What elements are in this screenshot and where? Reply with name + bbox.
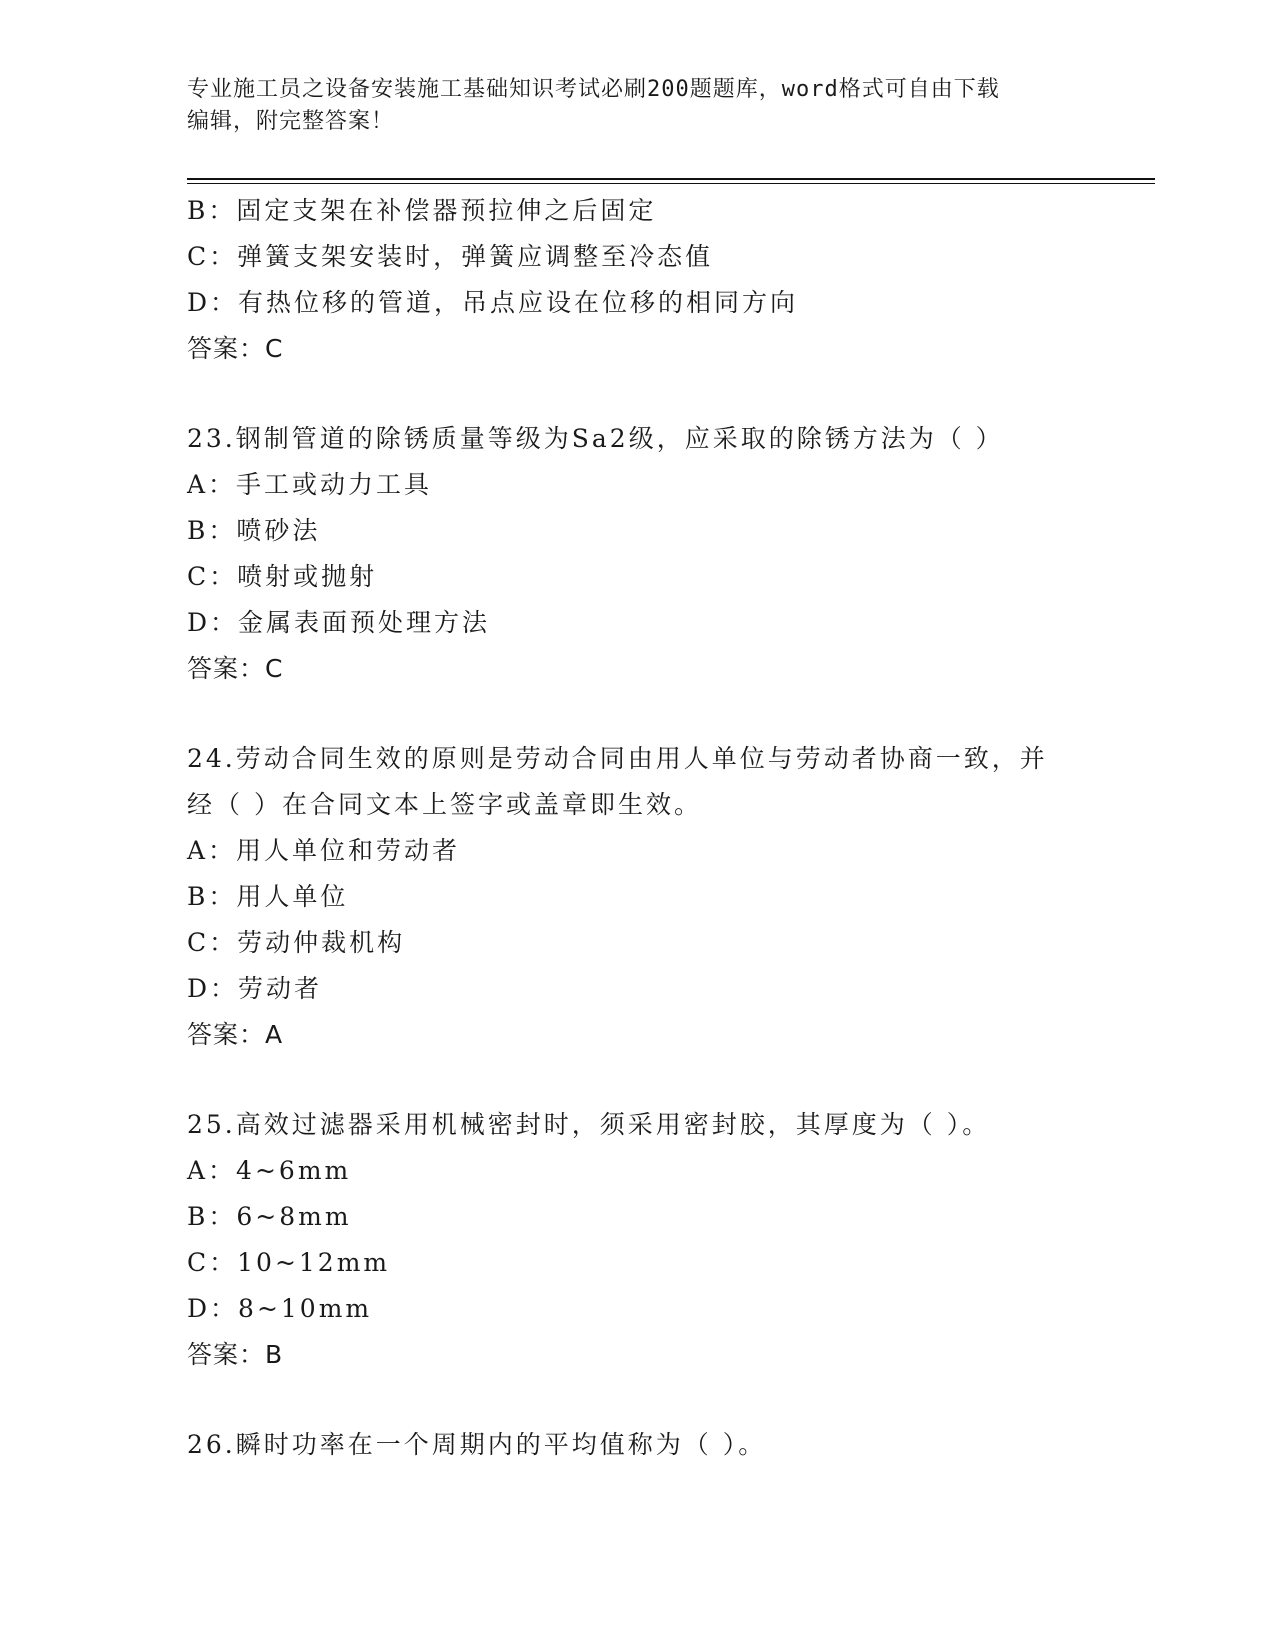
option-c: C：弹簧支架安装时，弹簧应调整至冷态值 <box>187 242 714 271</box>
option-b: B：喷砂法 <box>187 516 321 545</box>
option-c: C：劳动仲裁机构 <box>187 928 406 957</box>
question-24 <box>187 736 1147 1058</box>
question-stem: 23.钢制管道的除锈质量等级为Sa2级，应采取的除锈方法为（ ） <box>187 424 1004 453</box>
question-stem-line-1: 24.劳动合同生效的原则是劳动合同由用人单位与劳动者协商一致，并 <box>187 744 1048 773</box>
option-d: D：有热位移的管道，吊点应设在位移的相同方向 <box>187 288 799 317</box>
header-divider-thin <box>187 183 1155 184</box>
option-c: C：喷射或抛射 <box>187 562 378 591</box>
question-25 <box>187 1102 1147 1378</box>
answer: 答案：C <box>187 334 284 363</box>
option-b: B：6~8mm <box>187 1202 352 1231</box>
option-a: A：手工或动力工具 <box>187 470 433 499</box>
option-a: A：4~6mm <box>187 1156 352 1185</box>
question-list <box>187 188 1147 1468</box>
question-22 <box>187 188 1147 372</box>
answer: 答案：B <box>187 1340 284 1369</box>
question-stem: 26.瞬时功率在一个周期内的平均值称为（ ）。 <box>187 1430 767 1459</box>
option-c: C：10~12mm <box>187 1248 391 1277</box>
question-stem-line-2: 经（ ）在合同文本上签字或盖章即生效。 <box>187 790 702 819</box>
option-d: D：金属表面预处理方法 <box>187 608 491 637</box>
option-d: D：8~10mm <box>187 1294 373 1323</box>
spacer <box>187 692 1147 736</box>
option-d: D：劳动者 <box>187 974 323 1003</box>
header-title-line-1: 专业施工员之设备安装施工基础知识考试必刷200题题库，word格式可自由下载 <box>187 77 1000 102</box>
spacer <box>187 1378 1147 1422</box>
header-divider-thick <box>187 178 1155 180</box>
document-header <box>187 74 1087 138</box>
answer: 答案：C <box>187 654 284 683</box>
answer: 答案：A <box>187 1020 284 1049</box>
spacer <box>187 372 1147 416</box>
question-26 <box>187 1422 1147 1468</box>
option-a: A：用人单位和劳动者 <box>187 836 461 865</box>
header-title-line-2: 编辑，附完整答案！ <box>187 109 395 134</box>
spacer <box>187 1058 1147 1102</box>
option-b: B：固定支架在补偿器预拉伸之后固定 <box>187 196 657 225</box>
question-23 <box>187 416 1147 692</box>
question-stem: 25.高效过滤器采用机械密封时，须采用密封胶，其厚度为（ ）。 <box>187 1110 991 1139</box>
option-b: B：用人单位 <box>187 882 349 911</box>
